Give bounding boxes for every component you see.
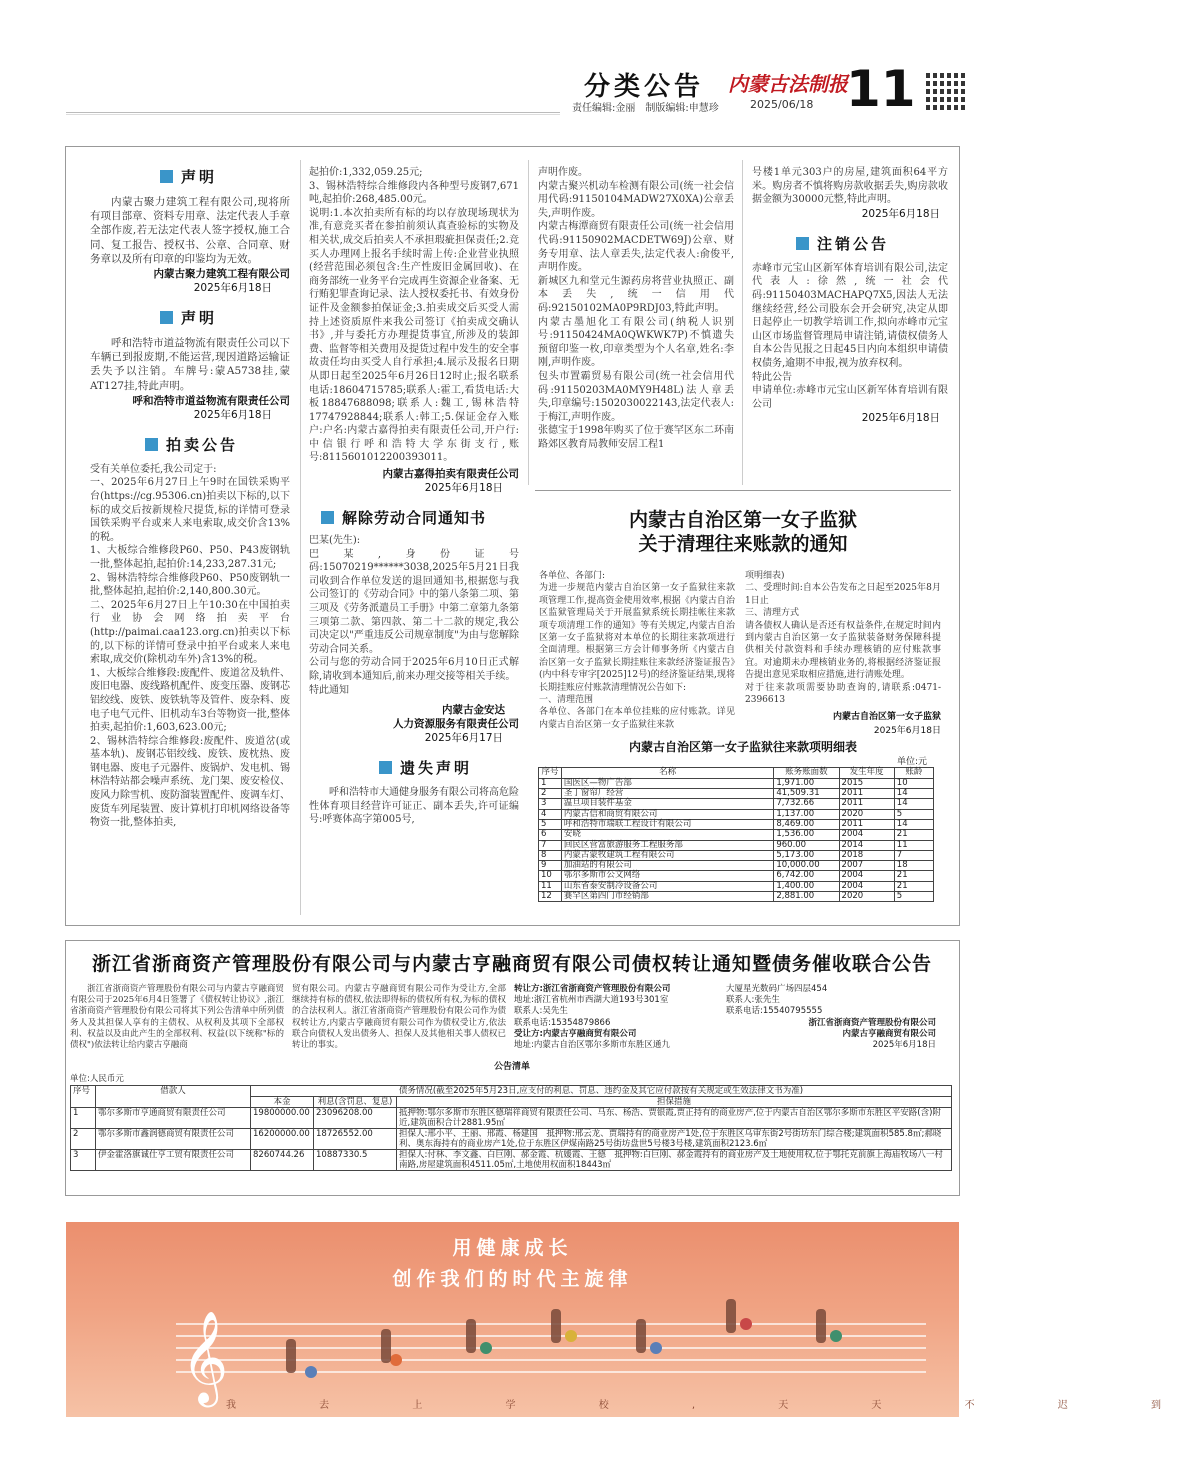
auction-body-cont: 起拍价:1,332,059.25元; 3、锡林浩特综合维修段内各种型号废钢7,671吨,起拍价:268,485.00元。 说明:1.本次拍卖所有标的均以存放现场现状为准,有意竞买者在参拍前须认真查验标的实物及相关状,成交后拍卖人不承担瑕疵担保责任;2.竞买人办理网上报名手续时需上传:企业营业执照(经营范围必须包含:生产性废旧金属回收)、在商务部统一业务平台完成再生资源企业备案、无行贿犯罪查询记录、法人授权委托书、有效身份证件及金额参拍保证金;3.拍卖成交后买受人需持上述资质原件来我公司签订《拍卖成交确认书》,并与委托方办理提货事宜,所涉及的装卸费、监督等相关费用及提货过程中发生的安全事故责任均由买受人自行承担;4.展示及报名日期从即日起至2025年6月26日12时止;报名联系电话:18604715785;联系人:霍工,看货电话:大板18847688098;联系人:魏工,锡林浩特17747928844;联系人:韩工;5.保证金存入账户:户名:内蒙古嘉得拍卖有限责任公司,开户行:中信银行呼和浩特大学东街支行,账号:8115601012200393011。 — [309, 167, 519, 464]
prison-body-left: 各单位、各部门: 为进一步规范内蒙古自治区第一女子监狱往来款项管理工作,提高资金使用效率,根据《内蒙古自治区监狱管理局关于开展监狱系统长期挂帐往来款项专项清理工作的通知》等有关规定,内蒙古自治区第一女子监狱将对本单位的长期往来款项进行全面清理。根据第三方会计师事务所《内蒙古自治区第一女子监狱长期挂账往来款经济鉴证报告》(内中科专审字[2025]12号)的经济鉴证结果,现将长期挂账应付账款清理情况公告如下: 一、清理范围 各单位、各部门在本单位挂账的应付账款。详见内蒙古自治区第一女子监狱往来款 — [539, 571, 735, 730]
prison-body-right: 项明细表) 二、受理时间:自本公告发布之日起至2025年8月1日止 三、清理方式 请各债权人确认是否还有权益条件,在规定时间内到内蒙古自治区第一女子监狱装备财务保障科提供相关付款资料和手续办理核销的应付账款事宜。对逾期未办理核销业务的,将根据经济鉴证报告提出意见采取相应措施,进行清账处理。 对于往来款项需要协助查询的,请联系:0471-2396613 — [745, 571, 941, 706]
table-cell: 8 — [539, 850, 562, 860]
table-row — [71, 1150, 952, 1171]
debt-notice-para-1: 浙江省浙商资产管理股份有限公司与内蒙古亨融商贸有限公司于2025年6月4日签署了《债权转让协议》,浙江省浙商资产管理股份有限公司将其下列公告清单中所列债务人及其担保人享有的主债权、从权利及其项下全部权利、权益以及由此产生的全部权利、权益(以下统称"标的债权")依法转让给内蒙古亨融商 — [70, 984, 284, 1051]
section-marker-icon — [796, 237, 809, 250]
prison-signature: 内蒙古自治区第一女子监狱 — [832, 712, 941, 723]
column-4 — [752, 166, 948, 425]
table-cell: 国医区—物广告部 — [561, 778, 773, 788]
debt-notice-signature-2: 内蒙古亨融商贸有限公司 — [842, 1028, 936, 1039]
table-cell: 加油站的有限公司 — [561, 861, 773, 871]
table-cell: 内蒙古蒙牧建筑工程有限公司 — [561, 850, 773, 860]
table-row — [539, 819, 934, 829]
table-cell: 2011 — [839, 819, 894, 829]
table-cell: 山东省泰安制冷设备公司 — [561, 881, 773, 891]
table-cell: 14 — [894, 799, 933, 809]
table-cell: 安晓 — [561, 830, 773, 840]
table-row — [539, 881, 934, 891]
table-cell: 41,509.31 — [774, 789, 839, 799]
table-cell: 2 — [539, 789, 562, 799]
table-cell: 呼和浩特市瑞联工程设计有限公司 — [561, 819, 773, 829]
debt-notice-date: 2025年6月18日 — [872, 1040, 936, 1051]
auction-signature: 内蒙古嘉得拍卖有限责任公司 — [382, 468, 519, 481]
section-title: 分类公告 — [584, 72, 705, 102]
prison-table-title: 内蒙古自治区第一女子监狱往来款项明细表 — [628, 740, 857, 755]
table-cell: 4 — [539, 809, 562, 819]
termination-body: 巴某(先生): 巴某,身份证号码:15070219******3038,2025年5月21日我司收到合作单位发送的退回通知书,根据您与我公司签订的《劳动合同》中的第八条第二项、第三项及《劳务派遣员工手册》中第二章第九条第三项第二款、第四款、第二十二款的规定,我公司决定以"严重违反公司规章制度"为由与您解除劳动合同关系。 公司与您的劳动合同于2025年6月10日正式解除,请收到本通知后,前来办理交接等相关手续。 特此通知 — [309, 535, 519, 696]
table-cell: 1,536.00 — [774, 830, 839, 840]
table-cell: 14 — [894, 789, 933, 799]
table-cell: 温旦项目装件基金 — [561, 799, 773, 809]
prison-title-1: 内蒙古自治区第一女子监狱 — [628, 509, 857, 531]
table-cell: 3 — [71, 1150, 96, 1171]
table-cell: 6 — [539, 830, 562, 840]
table-cell: 鄂尔多斯市公文网络 — [561, 871, 773, 881]
transferee: 受让方:内蒙古亨融商贸有限公司 — [514, 1028, 637, 1039]
table-row — [539, 840, 934, 850]
transferee-address-cont: 大厦星光数码广场四层454 — [726, 984, 828, 994]
debt-notice — [70, 952, 954, 1171]
auction-date: 2025年6月18日 — [424, 482, 503, 495]
table-cell: 回民区营富旅游服务工程服务部 — [561, 840, 773, 850]
table-cell: 7,732.66 — [774, 799, 839, 809]
col-debt-status: 债务情况(截至2025年5月23日,应支付的利息、罚息、违约金及其它应付款按有关规定或生效法律文书为准) — [251, 1086, 952, 1097]
notice-signature: 内蒙古聚力建筑工程有限公司 — [153, 268, 290, 281]
termination-signature-2: 人力资源服务有限责任公司 — [393, 718, 519, 731]
table-cell: 3 — [539, 799, 562, 809]
table-cell: 18726552.00 — [314, 1129, 397, 1150]
qr-code-pattern — [926, 70, 966, 110]
table-cell: 2004 — [839, 881, 894, 891]
table-cell: 1,400.00 — [774, 881, 839, 891]
prison-notice — [529, 490, 957, 923]
table-row — [539, 892, 934, 902]
table-cell: 12 — [539, 892, 562, 902]
table-cell: 1 — [71, 1108, 96, 1129]
transferor-address: 地址:浙江省杭州市西湖大道193号301室 — [514, 995, 669, 1006]
table-cell: 赛罕区第四门市经销部 — [561, 892, 773, 902]
table-cell: 2018 — [839, 850, 894, 860]
prison-accounts-table — [538, 767, 934, 902]
transferor: 转让方:浙江省浙商资产管理股份有限公司 — [514, 984, 671, 994]
loss-notices: 声明作废。 内蒙古聚兴机动车检测有限公司(统一社会信用代码:91150104MADW27X0XA)公章丢失,声明作废。 内蒙古梅潭商贸有限责任公司(统一社会信用代码:91150902MACDETW69J)公章、财务专用章、法人章丢失,法定代表人:俞俊平,声明作废。 新城区九和堂元生源药房将营业执照正、副本丢失,统一信用代码:92150102MA0P9RDJ03,特此声明。 内蒙古墨旭化工有限公司(纳税人识别号:91150424MA0QWKWK7P)不慎遗失预留印鉴一枚,印章类型为个人名章,姓名:李刚,声明作废。 包头市置霸贸易有限公司(统一社会信用代码:91150203MA0MY9H48L)法人章丢失,印章编号:1502030022143,法定代表人:于梅江,声明作废。 张德宝于1998年购买了位于赛罕区东二环南路郊区教育局教师安居工程1 — [538, 167, 734, 450]
col-interest: 利息(含罚息、复息) — [314, 1097, 397, 1108]
prison-table-unit: 单位:元 — [896, 757, 927, 768]
prison-table-header: 发生年度 — [839, 768, 894, 778]
notice-body: 呼和浩特市道益物流有限责任公司以下车辆已到报废期,不能运营,现因道路运输证丢失予以注销。车牌号:蒙A5738挂,蒙AT127挂,特此声明。 — [90, 337, 290, 392]
table-cell: 2004 — [839, 871, 894, 881]
table-cell: 10 — [539, 871, 562, 881]
transferor-phone: 联系电话:15354879866 — [514, 1017, 611, 1028]
table-cell: 2020 — [839, 809, 894, 819]
ad-slogan-2: 创作我们的时代主旋律 — [392, 1268, 633, 1290]
transferor-contact: 联系人:吴先生 — [514, 1006, 568, 1017]
table-cell: 14 — [894, 819, 933, 829]
table-row — [71, 1108, 952, 1129]
transferee-contact: 联系人:张先生 — [726, 995, 780, 1006]
table-cell: 2011 — [839, 789, 894, 799]
column-3 — [538, 166, 734, 451]
table-cell: 2015 — [839, 778, 894, 788]
notice-date: 2025年6月18日 — [861, 207, 940, 220]
ad-bottom-text: 我 去 上 学 校 , 天 天 不 迟 到 — [226, 1400, 1201, 1411]
debt-notice-para-2: 贸有限公司。内蒙古亨融商贸有限公司作为受让方,全部继续持有标的债权,依法即得标的债权所有权,为标的债权的合法权利人。浙江省浙商资产管理股份有限公司作为债权转让方,内蒙古亨融商贸有限公司作为债权受让方,依法联合向债权人发出债务人、担保人及其他相关事人债权已转让的事实。 — [292, 984, 506, 1051]
loss-notice-cont: 号楼1单元303户的房屋,建筑面积64平方米。购房者不慎将购房款收据丢失,购房款收据金额为30000元整,特此声明。 — [752, 167, 948, 206]
notice-title: 声明 — [181, 309, 218, 328]
column-2 — [309, 166, 519, 827]
notice-signature: 呼和浩特市道益物流有限责任公司 — [132, 394, 290, 407]
prison-table-header: 账龄 — [894, 768, 933, 778]
table-cell: 5 — [894, 892, 933, 902]
notice-title: 遗失声明 — [400, 759, 473, 778]
col-no: 序号 — [71, 1086, 96, 1108]
cancellation-body: 赤峰市元宝山区新军体育培训有限公司,法定代表人:徐然,统一社会代码:91150403MACHAPQ7X5,因法人无法继续经营,经公司股东会开会研究,决定从即日起停止一切教学培训工作,拟向赤峰市元宝山区市场监督管理局申请注销,请债权债务人自本公告见报之日起45日内向本组织申请债权债务,逾期不申报,视为放弃权利。 特此公告 — [752, 262, 948, 383]
table-cell: 抵押物:鄂尔多斯市东胜区德瑞祥商贸有限责任公司、马东、杨浩、贾银霞,贾正持有的商业房产,位于内蒙古自治区鄂尔多斯市东胜区平安路(含)附近,建筑面积合计2881.95㎡ — [397, 1108, 952, 1129]
table-cell: 11 — [894, 840, 933, 850]
table-cell: 2 — [71, 1129, 96, 1150]
cancellation-applicant: 申请单位:赤峰市元宝山区新军体育培训有限公司 — [752, 385, 948, 410]
debt-list-unit: 单位:人民币元 — [70, 1074, 124, 1085]
table-cell: 5 — [894, 809, 933, 819]
col-principal: 本金 — [251, 1097, 314, 1108]
transferee-phone: 联系电话:15540795555 — [726, 1006, 823, 1017]
notice-title: 解除劳动合同通知书 — [342, 509, 487, 528]
table-cell: 2011 — [839, 799, 894, 809]
table-cell: 1 — [539, 778, 562, 788]
auction-body: 受有关单位委托,我公司定于: 一、2025年6月27日上午9时在国铁采购平台(https://cg.95306.cn)拍卖以下标的,以下标的成交后按新规检尺提货,标的详情可登录国铁采购平台或来人来电索取,成交价含13%的税。 1、大板综合维修段P60、P50、P43废钢轨一批,整体起拍,起拍价:14,233,287.31元; 2、锡林浩特综合维修段P60、P50废钢轨一批,整体起拍,起拍价:2,140,800.30元。 二、2025年6月27日上午10:30在中国拍卖行业协会网络拍卖平台(http://paimai.caa123.org.cn)拍卖以下标的,以下标的详情可登录中拍平台或来人来电索取,成交价(除机动车外)含13%的税。 1、大板综合维修段:废配件、废道岔及轨件、废旧电器、废线路机配件、废变压器、废钢芯铝绞线、废铁、废铁轨等及管件、废杂料、废电子电气元件、旧机动车3台等物资一批,整体拍卖,起拍价:1,603,623.00元; 2、锡林浩特综合维修段:废配件、废道岔(或基本轨)、废钢芯铝绞线、废铁、废枕热、废钢电器、废电子元器件、废锅炉、发电机、锡林浩特站都会噪声系统、龙门架、废安检仪、废风力除雪机、废防溜装置配件、废调车灯、废货车列尾装置、废计算机打印机网络设备等物资一批,整体拍卖, — [90, 463, 290, 829]
table-cell: 10,000.00 — [774, 861, 839, 871]
table-cell: 8,469.00 — [774, 819, 839, 829]
table-cell: 鄂尔多斯市亨通商贸有限责任公司 — [96, 1108, 251, 1129]
col-guarantee: 担保措施 — [397, 1097, 952, 1108]
table-cell: 2007 — [839, 861, 894, 871]
col-debtor: 借款人 — [96, 1086, 251, 1108]
debt-list-table — [70, 1085, 952, 1171]
table-cell: 7 — [539, 840, 562, 850]
notice-date: 2025年6月18日 — [193, 282, 272, 295]
table-cell: 21 — [894, 871, 933, 881]
prison-date: 2025年6月18日 — [873, 726, 941, 737]
table-cell: 21 — [894, 830, 933, 840]
table-cell: 2,881.00 — [774, 892, 839, 902]
table-cell: 8260744.26 — [251, 1150, 314, 1171]
table-cell: 11 — [539, 881, 562, 891]
prison-table-header: 名称 — [561, 768, 773, 778]
table-cell: 19800000.00 — [251, 1108, 314, 1129]
table-cell: 6,742.00 — [774, 871, 839, 881]
notice-title: 注销公告 — [817, 234, 890, 253]
loss-body: 呼和浩特市大通健身服务有限公司将高危险性体育项目经营许可证正、副本丢失,许可证编号:呼赛体高字第005号, — [309, 787, 519, 826]
notice-date: 2025年6月18日 — [861, 412, 940, 425]
table-cell: 2020 — [839, 892, 894, 902]
termination-signature: 内蒙古金安达 — [442, 704, 505, 717]
table-cell: 伊金霍洛旗诚仕亨工贸有限责任公司 — [96, 1150, 251, 1171]
debt-notice-title: 浙江省浙商资产管理股份有限公司与内蒙古亨融商贸有限公司债权转让通知暨债务催收联合公告 — [91, 953, 932, 975]
notice-date: 2025年6月18日 — [193, 408, 272, 421]
column-1 — [90, 166, 290, 830]
page-number: 11 — [846, 60, 916, 118]
prison-table-header: 账务账面数 — [774, 768, 839, 778]
table-cell: 21 — [894, 881, 933, 891]
debt-notice-signature-1: 浙江省浙商资产管理股份有限公司 — [808, 1017, 936, 1028]
termination-date: 2025年6月17日 — [424, 732, 503, 745]
section-marker-icon — [145, 438, 158, 451]
table-cell: 9 — [539, 861, 562, 871]
table-cell: 960.00 — [774, 840, 839, 850]
notice-title: 拍卖公告 — [166, 435, 239, 454]
table-cell: 圣丁窗帘厂经营 — [561, 789, 773, 799]
ad-slogan-1: 用健康成长 — [452, 1237, 573, 1259]
treble-clef-icon: 𝄞 — [181, 1310, 229, 1403]
table-cell: 担保人:付林、李文鑫、白巨刚、郝金霞、杭媛霞、王德 抵押物:白巨刚、郝金霞持有的商业房产及土地使用权,位于鄂托克前旗上海庙牧场八一村南路,房屋建筑面积4511.05㎡,土地使用权面积18443㎡ — [397, 1150, 952, 1171]
prison-table-header: 序号 — [539, 768, 562, 778]
table-cell: 18 — [894, 861, 933, 871]
issue-date: 2025/06/18 — [750, 98, 814, 111]
column-divider — [742, 160, 743, 485]
table-cell: 7 — [894, 850, 933, 860]
table-cell: 5 — [539, 819, 562, 829]
newspaper-logo: 内蒙古法制报 — [728, 72, 848, 96]
notice-body: 内蒙古聚力建筑工程有限公司,现将所有项目部章、资料专用章、法定代表人手章全部作废,若无法定代表人签字授权,施工合同、复工报告、授权书、公章、合同章、财务章以及所有印章的印鉴均为无效。 — [90, 196, 290, 265]
debt-list-title: 公告清单 — [493, 1062, 530, 1073]
table-cell: 2004 — [839, 830, 894, 840]
music-staff-illustration — [66, 1284, 959, 1404]
table-row — [539, 830, 934, 840]
transferee-address: 地址:内蒙古自治区鄂尔多斯市东胜区通九 — [514, 1040, 670, 1051]
header-rule-2 — [66, 114, 560, 115]
table-cell: 10887330.5 — [314, 1150, 397, 1171]
prison-title-2: 关于清理往来账款的通知 — [638, 533, 848, 555]
column-divider — [528, 160, 529, 485]
notice-title: 声明 — [181, 168, 218, 186]
table-cell: 16200000.00 — [251, 1129, 314, 1150]
table-cell: 2014 — [839, 840, 894, 850]
table-cell: 担保人:邢小平、王丽、邢霞、杨建国 抵押物:邢云龙、贾瑞持有的商业房产1处,位于东胜区乌审东街2号街坊东门综合楼;建筑面积585.8㎡;郝晓利、奥东海持有的商业房产1处,位于东胜区伊煤南路25号街坊盘世5号楼3号楼,建筑面积2123.6㎡ — [397, 1129, 952, 1150]
table-cell: 5,173.00 — [774, 850, 839, 860]
table-row — [539, 871, 934, 881]
table-cell: 内蒙古信和商贸有限公司 — [561, 809, 773, 819]
table-row — [539, 809, 934, 819]
section-marker-icon — [160, 170, 173, 183]
section-marker-icon — [379, 761, 392, 774]
table-cell: 1,971.00 — [774, 778, 839, 788]
table-row — [71, 1129, 952, 1150]
section-marker-icon — [160, 311, 173, 324]
section-marker-icon — [321, 511, 334, 524]
header-rule — [66, 112, 560, 113]
table-row — [539, 799, 934, 809]
table-cell: 10 — [894, 778, 933, 788]
column-divider — [300, 160, 301, 915]
editor-info: 责任编辑:金丽 制版编辑:申慧珍 — [572, 103, 719, 114]
table-cell: 1,137.00 — [774, 809, 839, 819]
public-service-ad — [66, 1222, 1201, 1417]
table-cell: 23096208.00 — [314, 1108, 397, 1129]
table-cell: 鄂尔多斯市鑫润德商贸有限责任公司 — [96, 1129, 251, 1150]
